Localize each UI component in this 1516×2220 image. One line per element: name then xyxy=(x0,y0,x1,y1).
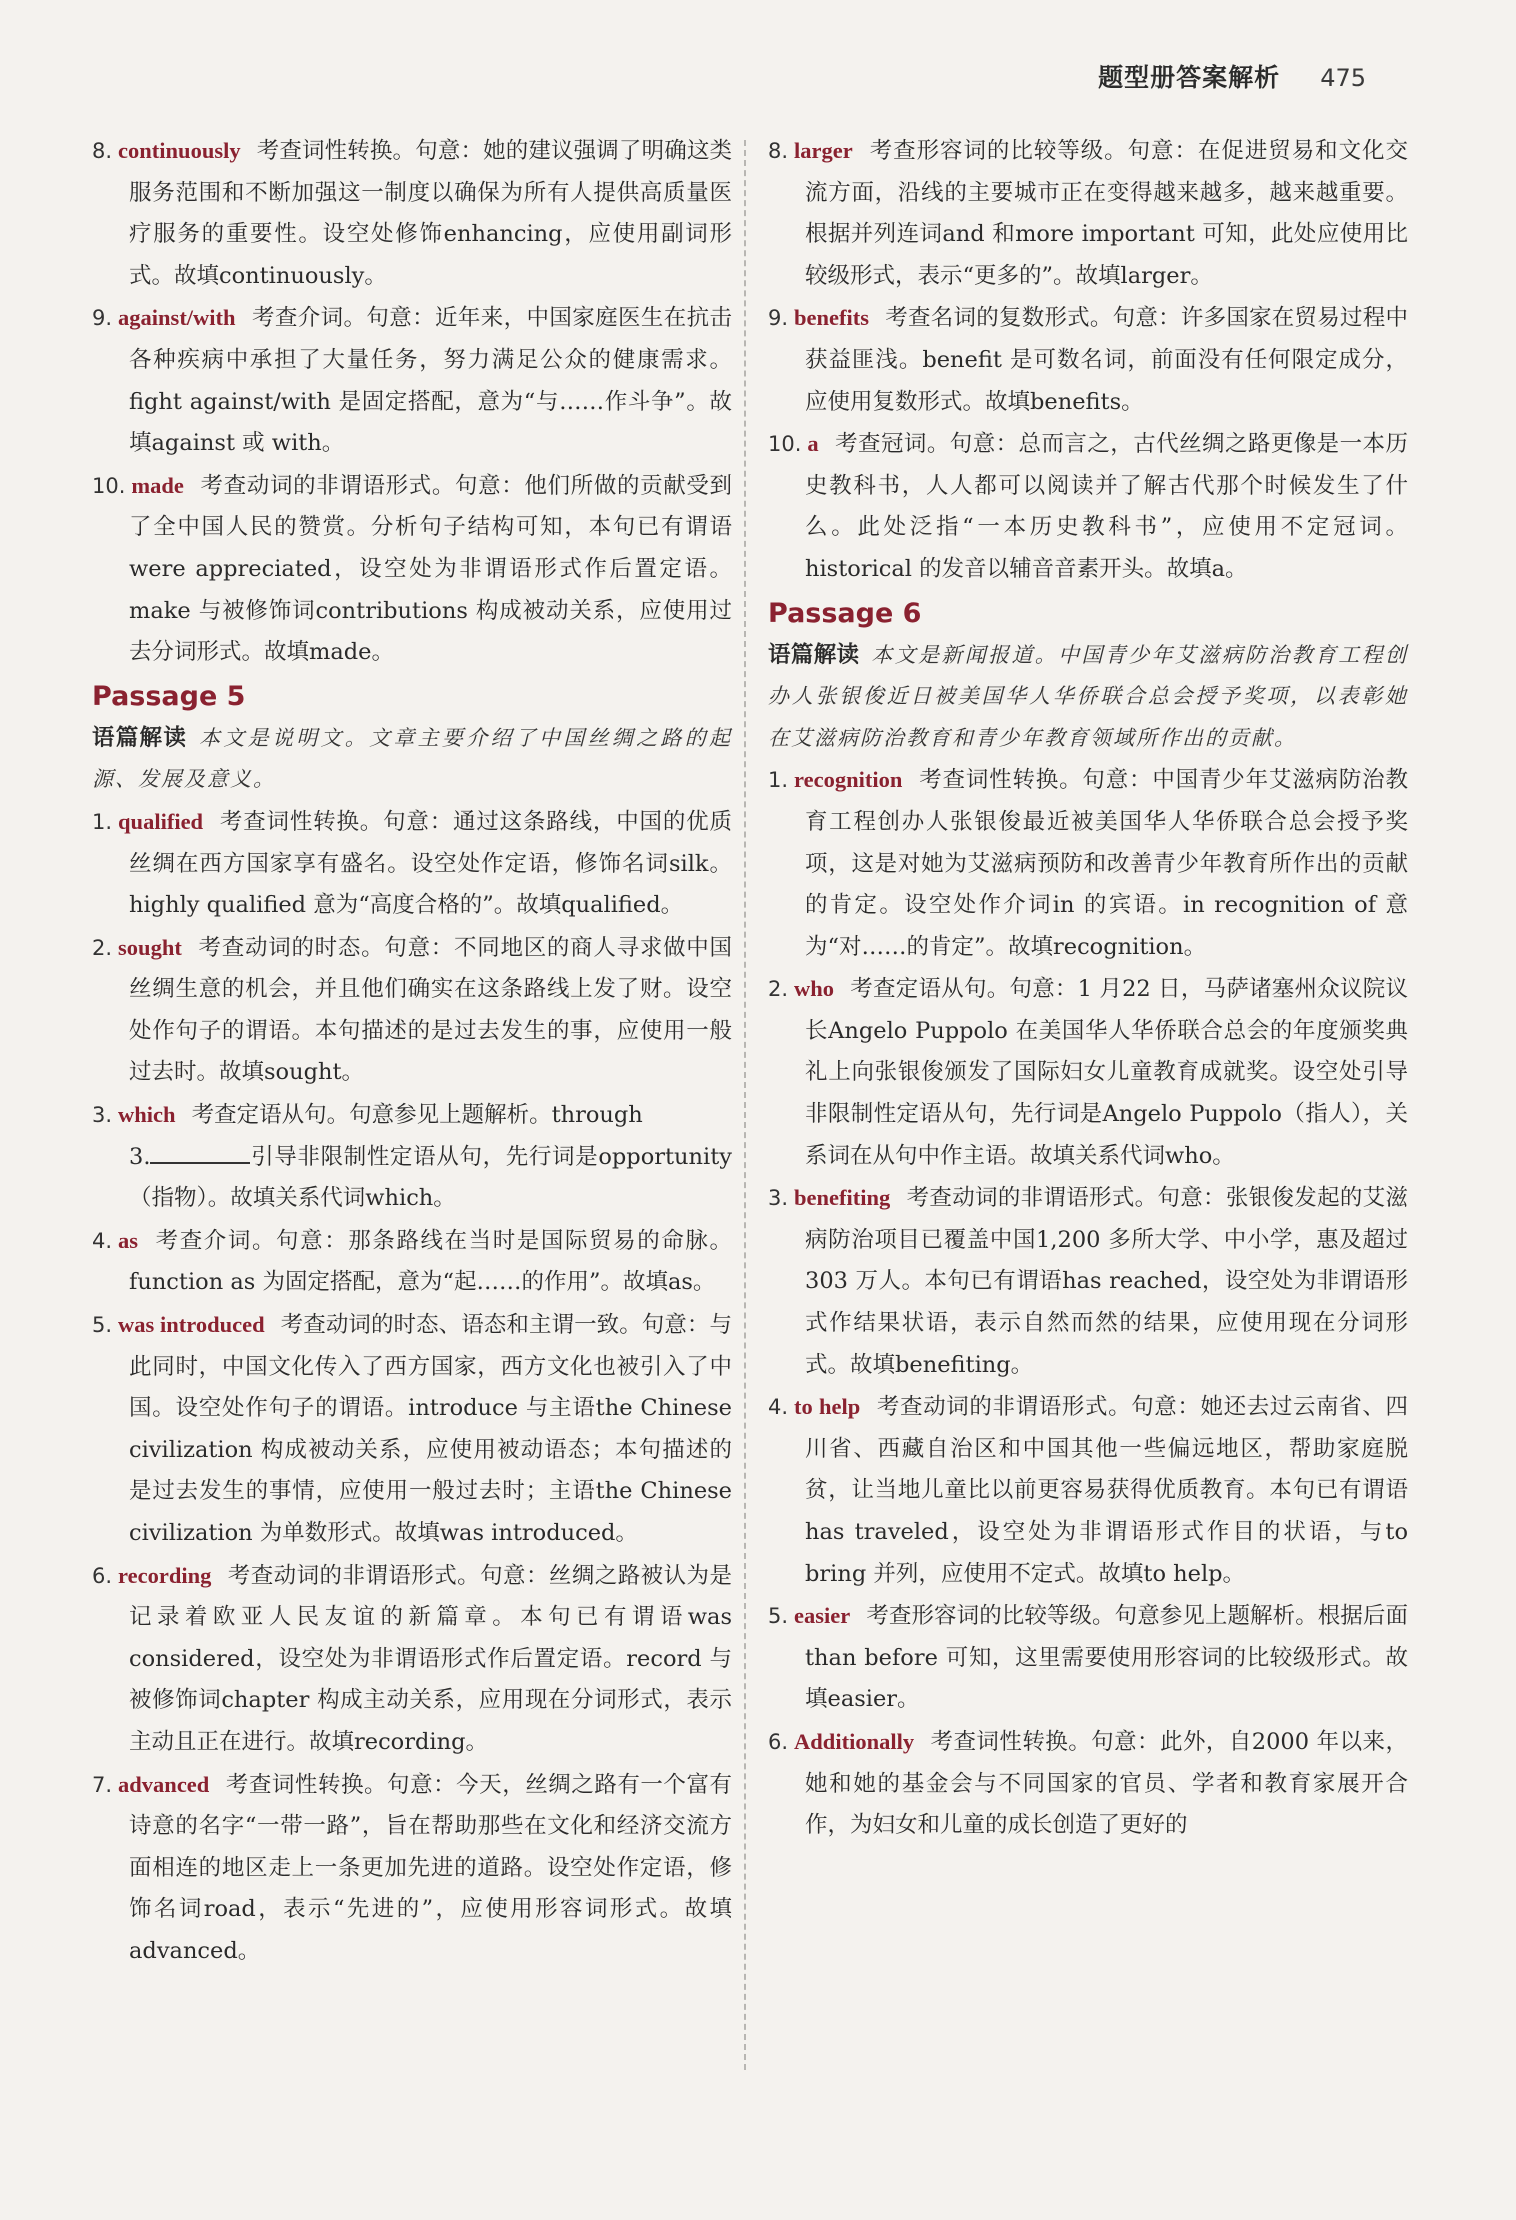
answer-word: to help xyxy=(794,1394,861,1420)
blank-number: 3. xyxy=(129,1143,151,1170)
item-number: 1. xyxy=(92,809,113,834)
explanation-text: 考查动词的非谓语形式。句意：张银俊发起的艾滋病防治项目已覆盖中国1,200 多所大学、中小学，惠及超过303 万人。本句已有谓语has reached，设空处为非谓语形式作结果状语，表示自然而然的结果，应使用现在分词形式。故填benefiting。 xyxy=(805,1185,1408,1378)
passage-analysis xyxy=(92,718,732,801)
answer-word: who xyxy=(794,976,835,1002)
answer-word: benefits xyxy=(794,305,870,331)
item-number: 3. xyxy=(92,1103,113,1128)
answer-item xyxy=(92,1555,732,1764)
column-divider xyxy=(744,140,746,2070)
answer-item xyxy=(92,801,732,927)
item-number: 5. xyxy=(92,1313,113,1338)
item-number: 3. xyxy=(768,1186,789,1211)
left-column xyxy=(92,130,732,1973)
answer-item xyxy=(92,1220,732,1304)
passage-analysis xyxy=(768,635,1408,760)
analysis-label: 语篇解读 xyxy=(768,641,860,668)
header-title: 题型册答案解析 xyxy=(1098,63,1281,92)
item-number: 7. xyxy=(92,1772,113,1797)
item-number: 4. xyxy=(92,1228,113,1253)
answer-word: made xyxy=(131,472,184,498)
analysis-text: 本文是新闻报道。中国青少年艾滋病防治教育工程创办人张银俊近日被美国华人华侨联合总会授予奖项，以表彰她在艾滋病防治教育和青少年教育领域所作出的贡献。 xyxy=(768,642,1408,750)
item-number: 10. xyxy=(768,432,802,457)
explanation-text: 考查词性转换。句意：中国青少年艾滋病防治教育工程创办人张银俊最近被美国华人华侨联合总会授予奖项，这是对她为艾滋病预防和改善青少年教育所作出的贡献的肯定。设空处作介词in 的宾语。in recognition of 意为“对……的肯定”。故填recognition。 xyxy=(805,767,1408,960)
answer-word: easier xyxy=(794,1603,851,1629)
answer-word: a xyxy=(807,431,819,457)
answer-item xyxy=(92,297,732,464)
answer-word: benefiting xyxy=(794,1185,891,1211)
answer-item xyxy=(768,759,1408,968)
explanation-text: 考查动词的非谓语形式。句意：她还去过云南省、四川省、西藏自治区和中国其他一些偏远地区，帮助家庭脱贫，让当地儿童比以前更容易获得优质教育。本句已有谓语has traveled，设空处为非谓语形式作目的状语，与to bring 并列，应使用不定式。故填to help。 xyxy=(805,1394,1408,1587)
answer-item xyxy=(92,1094,732,1220)
answer-word: recording xyxy=(118,1562,212,1588)
answer-word: recognition xyxy=(794,767,903,793)
answer-item xyxy=(768,1177,1408,1386)
answer-word: was introduced xyxy=(118,1312,265,1338)
explanation-text: 考查动词的时态。句意：不同地区的商人寻求做中国丝绸生意的机会，并且他们确实在这条路线上发了财。设空处作句子的谓语。本句描述的是过去发生的事，应使用一般过去时。故填sought。 xyxy=(129,934,732,1086)
answer-item xyxy=(768,423,1408,590)
passage-title: Passage 5 xyxy=(92,680,246,712)
item-number: 2. xyxy=(768,977,789,1002)
explanation-text: 考查冠词。句意：总而言之，古代丝绸之路更像是一本历史教科书，人人都可以阅读并了解古代那个时候发生了什么。此处泛指“一本历史教科书”，应使用不定冠词。historical 的发音以辅音音素开头。故填a。 xyxy=(805,431,1408,582)
item-number: 8. xyxy=(92,139,113,163)
answer-item xyxy=(768,1721,1408,1847)
explanation-text: 考查动词的时态、语态和主谓一致。句意：与此同时，中国文化传入了西方国家，西方文化也被引入了中国。设空处作句子的谓语。introduce 与主语the Chinese civilization 构成被动关系，应使用被动语态；本句描述的是过去发生的事情，应使用一般过去时；主语the Chinese civilization 为单数形式。故填was introduced。 xyxy=(129,1312,732,1546)
explanation-text: 考查动词的非谓语形式。句意：他们所做的贡献受到了全中国人民的赞赏。分析句子结构可知，本句已有谓语were appreciated，设空处为非谓语形式作后置定语。make 与被修饰词contributions 构成被动关系，应使用过去分词形式。故填made。 xyxy=(129,472,732,666)
blank-line xyxy=(150,1140,250,1164)
answer-item xyxy=(92,927,732,1094)
explanation-text: 考查词性转换。句意：此外，自2000 年以来，她和她的基金会与不同国家的官员、学者和教育家展开合作，为妇女和儿童的成长创造了更好的 xyxy=(805,1728,1408,1839)
answer-item xyxy=(92,465,732,674)
answer-word: as xyxy=(118,1227,139,1253)
answer-item xyxy=(92,1304,732,1555)
explanation-text: 考查定语从句。句意：1 月22 日，马萨诸塞州众议院议长Angelo Puppolo 在美国华人华侨联合总会的年度颁奖典礼上向张银俊颁发了国际妇女儿童教育成就奖。设空处引导非限制性定语从句，先行词是Angelo Puppolo（指人），关系词在从句中作主语。故填关系代词who。 xyxy=(805,976,1408,1169)
item-number: 5. xyxy=(768,1604,789,1629)
answer-word: qualified xyxy=(118,808,204,834)
item-number: 6. xyxy=(92,1563,113,1588)
answer-item xyxy=(92,1764,732,1973)
answer-item xyxy=(768,130,1408,297)
explanation-text: 考查介词。句意：那条路线在当时是国际贸易的命脉。function as 为固定搭配，意为“起……的作用”。故填as。 xyxy=(129,1227,732,1296)
passage-title: Passage 6 xyxy=(768,597,922,629)
explanation-text: 考查名词的复数形式。句意：许多国家在贸易过程中获益匪浅。benefit 是可数名词，前面没有任何限定成分，应使用复数形式。故填benefits。 xyxy=(805,305,1408,415)
analysis-label: 语篇解读 xyxy=(92,724,188,751)
answer-item xyxy=(92,130,732,297)
item-number: 9. xyxy=(768,306,789,331)
answer-item xyxy=(768,1595,1408,1721)
item-number: 1. xyxy=(768,768,789,793)
answer-item xyxy=(768,968,1408,1177)
explanation-text: 引导非限制性定语从句，先行词是opportunity（指物）。故填关系代词which。 xyxy=(129,1143,732,1212)
item-number: 2. xyxy=(92,935,113,960)
answer-word: larger xyxy=(794,138,853,163)
answer-word: sought xyxy=(118,934,182,960)
page-header xyxy=(1098,58,1366,94)
item-number: 8. xyxy=(768,139,789,163)
explanation-text: 考查定语从句。句意参见上题解析。through xyxy=(191,1102,643,1129)
answer-item xyxy=(768,297,1408,423)
answer-word: Additionally xyxy=(794,1728,915,1754)
item-number: 9. xyxy=(92,306,113,331)
explanation-text: 考查形容词的比较等级。句意：在促进贸易和文化交流方面，沿线的主要城市正在变得越来越多，越来越重要。根据并列连词and 和more important 可知，此处应使用比较级形式，表示“更多的”。故填larger。 xyxy=(805,138,1408,289)
right-column xyxy=(768,130,1408,1847)
explanation-text: 考查词性转换。句意：今天，丝绸之路有一个富有诗意的名字“一带一路”，旨在帮助那些在文化和经济交流方面相连的地区走上一条更加先进的道路。设空处作定语，修饰名词road，表示“先进的”，应使用形容词形式。故填advanced。 xyxy=(129,1771,732,1964)
item-number: 6. xyxy=(768,1729,789,1754)
analysis-text: 本文是说明文。文章主要介绍了中国丝绸之路的起源、发展及意义。 xyxy=(92,725,732,792)
explanation-text: 考查词性转换。句意：她的建议强调了明确这类服务范围和不断加强这一制度以确保为所有人提供高质量医疗服务的重要性。设空处修饰enhancing，应使用副词形式。故填continuously。 xyxy=(129,138,732,289)
answer-word: which xyxy=(118,1102,176,1128)
answer-word: against/with xyxy=(118,305,236,331)
answer-item xyxy=(768,1386,1408,1595)
page-number: 475 xyxy=(1320,64,1366,92)
answer-word: continuously xyxy=(118,138,241,163)
answer-word: advanced xyxy=(118,1771,210,1797)
explanation-text: 考查介词。句意：近年来，中国家庭医生在抗击各种疾病中承担了大量任务，努力满足公众的健康需求。fight against/with 是固定搭配，意为“与……作斗争”。故填against 或 with。 xyxy=(129,305,732,457)
item-number: 4. xyxy=(768,1395,789,1420)
explanation-text: 考查形容词的比较等级。句意参见上题解析。根据后面than before 可知，这里需要使用形容词的比较级形式。故填easier。 xyxy=(805,1603,1408,1713)
explanation-text: 考查动词的非谓语形式。句意：丝绸之路被认为是记录着欧亚人民友谊的新篇章。本句已有谓语was considered，设空处为非谓语形式作后置定语。record 与被修饰词chapter 构成主动关系，应用现在分词形式，表示主动且正在进行。故填recording。 xyxy=(129,1562,732,1755)
item-number: 10. xyxy=(92,473,126,498)
explanation-text: 考查词性转换。句意：通过这条路线，中国的优质丝绸在西方国家享有盛名。设空处作定语，修饰名词silk。highly qualified 意为“高度合格的”。故填qualified。 xyxy=(129,808,732,919)
